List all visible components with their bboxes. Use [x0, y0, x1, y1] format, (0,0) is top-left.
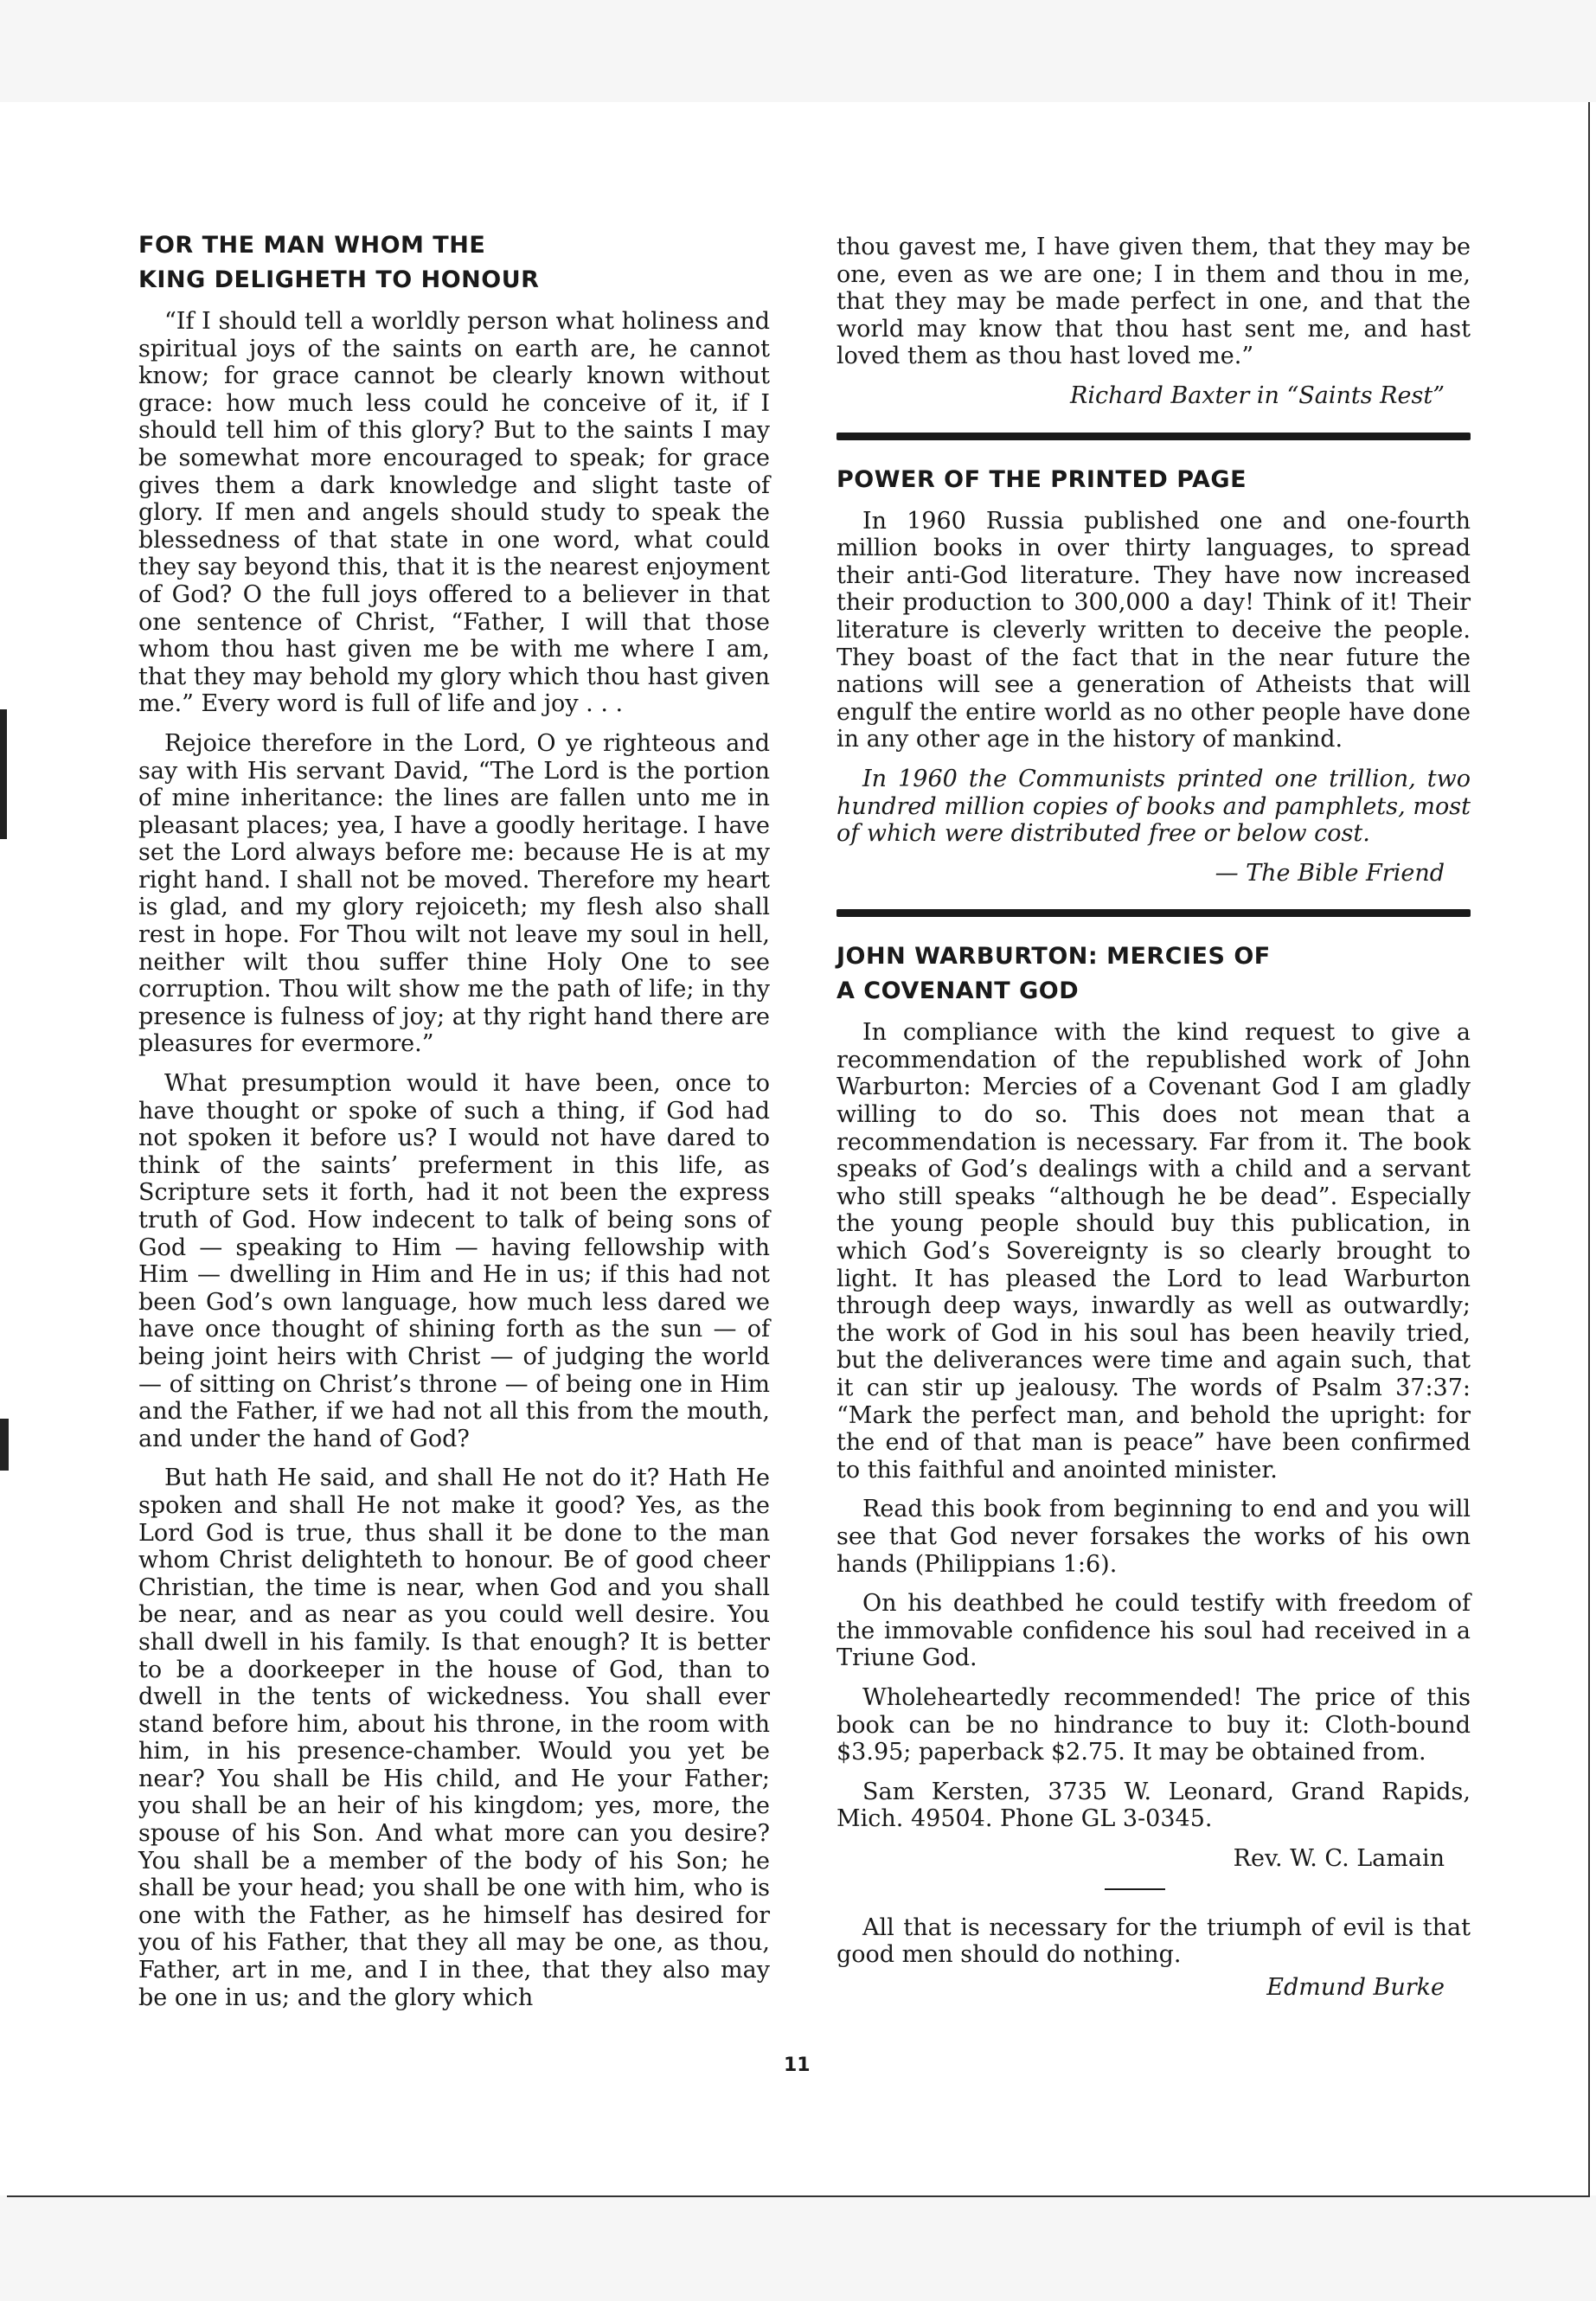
article-paragraph: “If I should tell a worldly person what holiness and spiritual joys of the saints on earth are, he cannot know; for grace cannot be clearly known without grace: how much less could he conceive of it, if I should tell him of this glory? But to the saints I may be somewhat more encouraged to speak; for grace gives them a dark knowledge and slight taste of glory. If men and angels should study to speak the blessedness of that state in one word, what could they say beyond this, that it is the nearest enjoyment of God? O the full joys offered to a believer in that one sentence of Christ, “Father, I will that those whom thou hast given me be with me where I am, that they may behold my glory which thou hast given me.” Every word is full of life and joy . . . [138, 308, 770, 718]
article-paragraph: Rejoice therefore in the Lord, O ye righteous and say with His servant David, “The Lord is the portion of mine inheritance: the lines are fallen unto me in pleasant places; yea, I have a goodly heritage. I have set the Lord always before me: because He is at my right hand. I shall not be moved. Therefore my heart is glad, and my glory rejoiceth; my flesh also shall rest in hope. For Thou wilt not leave my soul in hell, neither wilt thou suffer thine Holy One to see corruption. Thou wilt show me the path of life; in thy presence is fulness of joy; at thy right hand there are pleasures for evermore.” [138, 729, 770, 1058]
section-paragraph: Read this book from beginning to end and you will see that God never forsakes the works of his own hands (Philippians 1:6). [836, 1496, 1471, 1578]
page-number: 11 [784, 2054, 811, 2076]
italic-paragraph: In 1960 the Communists printed one trillion, two hundred million copies of books and pamphlets, most of which were distributed free or below cost. [836, 765, 1471, 848]
quote-text: All that is necessary for the triumph of evil is that good men should do nothing. [836, 1913, 1471, 1969]
section-heading: JOHN WARBURTON: MERCIES OF A COVENANT GOD [836, 943, 1271, 1005]
article-paragraph: What presumption would it have been, once to have thought or spoke of such a thing, if God had not spoken it before us? I would not have dared to think of the saints’ preferment in this life, as Scripture sets it forth, had it not been the express truth of God. How indecent to talk of being sons of God — speaking to Him — having fellowship with Him — dwelling in Him and He in us; if this had not been God’s own language, how much less dared we have once thought of shining forth as the sun — of being joint heirs with Christ — of judging the world — of sitting on Christ’s throne — of being one in Him and the Father, if we had not all this from the mouth, and under the hand of God? [138, 1070, 770, 1452]
scan-frame-line [1588, 102, 1590, 2195]
section-divider [836, 433, 1471, 440]
bible-friend-attribution: — The Bible Friend [1215, 859, 1445, 887]
section-heading: POWER OF THE PRINTED PAGE [836, 465, 1247, 493]
article-heading: FOR THE MAN WHOM THE KING DELIGHETH TO HONOUR [138, 232, 540, 293]
section-paragraph: Wholeheartedly recommended! The price of this book can be no hindrance to buy it: Cloth-bound $3.95; paperback $2.75. It may be obtained from. [836, 1683, 1471, 1766]
section-divider [836, 909, 1471, 917]
section-paragraph: Sam Kersten, 3735 W. Leonard, Grand Rapids, Mich. 49504. Phone GL 3-0345. [836, 1778, 1471, 1833]
section-paragraph: In compliance with the kind request to give a recommendation of the republished work of John Warburton: Mercies of a Covenant God I am gladly willing to do so. This does not mean that a recommendation is necessary. Far from it. The book speaks of God’s dealings with a child and a servant who still speaks “although he be dead”. Especially the young people should buy this publication, in which God’s Sovereignty is so clearly brought to light. It has pleased the Lord to lead Warburton through deep ways, inwardly as well as outwardly; the work of God in his soul has been heavily tried, but the deliverances were time and again such, that it can stir up jealousy. The words of Psalm 37:37: “Mark the perfect man, and behold the upright: for the end of that man is peace” have been confirmed to this faithful and anointed minister. [836, 1019, 1471, 1484]
quote-attribution: Edmund Burke [1266, 1973, 1445, 2001]
baxter-attribution: Richard Baxter in “Saints Rest” [1070, 381, 1445, 409]
section-paragraph: In 1960 Russia published one and one-fourth million books in over thirty languages, to spread their anti-God literature. They have now increased their production to 300,000 a day! Think of it! Their literature is cleverly written to deceive the people. They boast of the fact that in the near future the nations will see a generation of Atheists that will engulf the entire world as no other people have done in any other age in the history of mankind. [836, 507, 1471, 753]
scan-margin-mark [0, 1419, 9, 1471]
article-paragraph: But hath He said, and shall He not do it? Hath He spoken and shall He not make it good? Yes, as the Lord God is true, thus shall it be done to the man whom Christ delighteth to honour. Be of good cheer Christian, the time is near, when God and you shall be near, and as near as you could well desire. You shall dwell in his family. Is that enough? It is better to be a doorkeeper in the house of God, than to dwell in the tents of wickedness. You shall ever stand before him, about his throne, in the room with him, in his presence-chamber. Would you yet be near? You shall be His child, and He your Father; you shall be an heir of his kingdom; yes, more, the spouse of his Son. And what more can you desire? You shall be a member of the body of his Son; he shall be your head; you shall be one with him, who is one with the Father, as he himself has desired for you of his Father, that they all may be one, as thou, Father, art in me, and I in thee, that they also may be one in us; and the glory which [138, 1465, 770, 2011]
continuation-paragraph: thou gavest me, I have given them, that they may be one, even as we are one; I in them and thou in me, that they may be made perfect in one, and that the world may know that thou hast sent me, and hast loved them as thou hast loved me.” [836, 234, 1471, 370]
left-column [138, 228, 770, 2023]
right-column [836, 234, 1471, 2016]
scan-margin-mark [0, 709, 7, 839]
short-divider [1105, 1888, 1165, 1890]
signature: Rev. W. C. Lamain [1233, 1844, 1445, 1872]
section-paragraph: On his deathbed he could testify with freedom of the immovable confidence his soul had received in a Triune God. [836, 1590, 1471, 1672]
scan-frame-line [7, 2195, 1590, 2197]
